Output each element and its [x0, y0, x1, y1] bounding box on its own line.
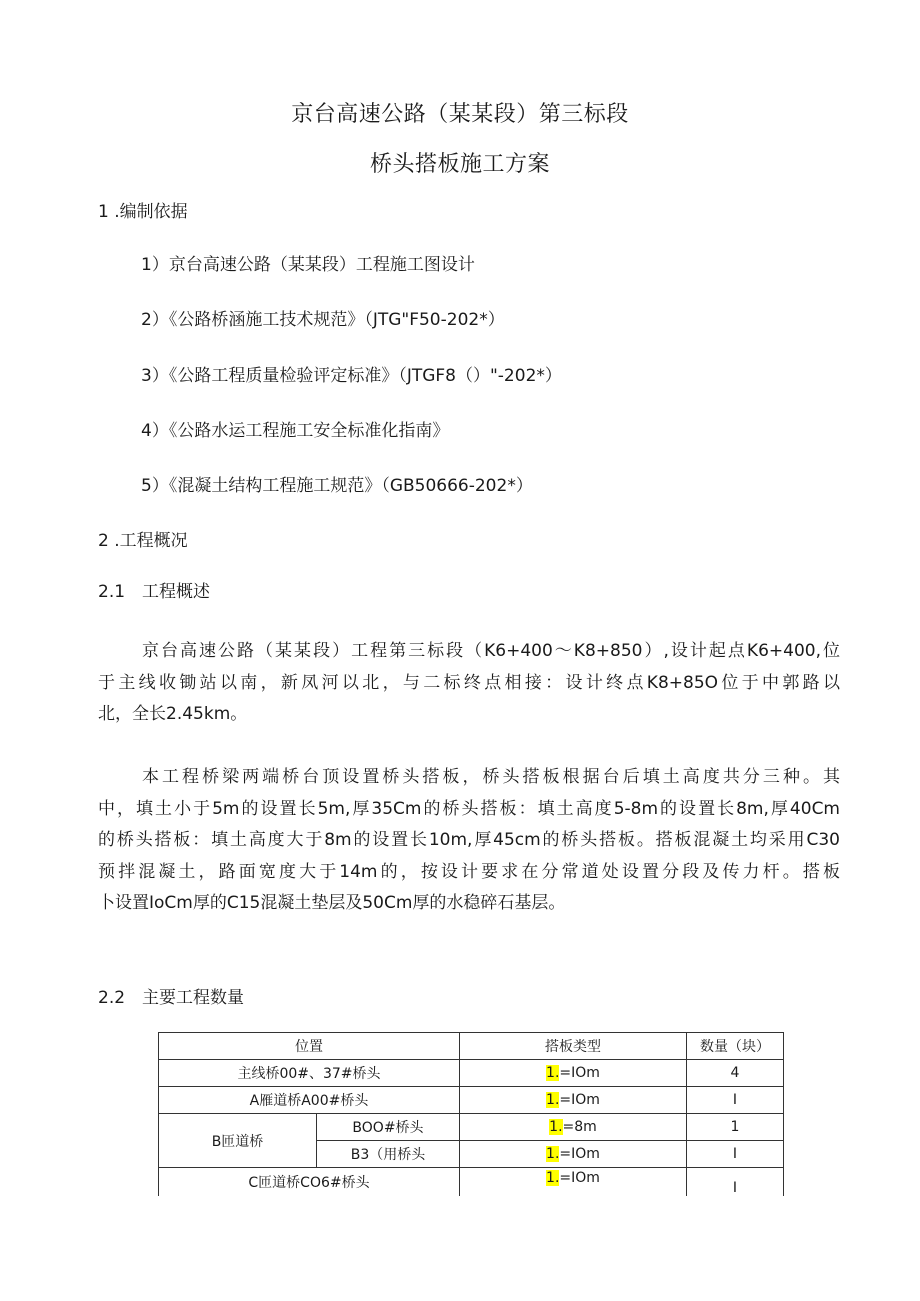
cell-location: A雁道桥A00#桥头	[159, 1087, 460, 1114]
header-count: 数量（块）	[687, 1033, 784, 1060]
highlight-mark: 1.	[546, 1146, 560, 1162]
section-1-heading: 1 .编制依据	[98, 202, 188, 222]
reference-item-5: 5）《混凝土结构工程施工规范》（GB50666-202*）	[141, 476, 533, 496]
type-value: =IOm	[559, 1170, 600, 1186]
cell-location: B3（用桥头	[317, 1141, 460, 1168]
cell-count: 1	[687, 1114, 784, 1141]
paragraph-line: 北，全长2.45km。	[98, 704, 248, 724]
paragraph-line: 卜设置IoCm厚的C15混凝土垫层及50Cm厚的水稳碎石基层。	[98, 893, 566, 913]
highlight-mark: 1.	[546, 1065, 560, 1081]
type-value: =IOm	[559, 1092, 600, 1108]
cell-count: I	[687, 1087, 784, 1114]
overview-paragraph-2	[98, 762, 840, 920]
cell-location: C匝道桥CO6#桥头	[159, 1168, 460, 1197]
table-row	[159, 1087, 784, 1114]
paragraph-line: 的桥头搭板：填土高度大于8m的设置长10m,厚45cm的桥头搭板。搭板混凝土均采用C30	[98, 830, 840, 850]
highlight-mark: 1.	[546, 1092, 560, 1108]
table-row	[159, 1060, 784, 1087]
table-header-row	[159, 1033, 784, 1060]
highlight-mark: 1.	[549, 1119, 563, 1135]
cell-type	[460, 1114, 687, 1141]
cell-location: BOO#桥头	[317, 1114, 460, 1141]
header-location: 位置	[159, 1033, 460, 1060]
cell-type	[460, 1168, 687, 1197]
reference-item-2: 2）《公路桥涵施工技术规范》（JTG"F50-202*）	[141, 310, 505, 330]
cell-type	[460, 1141, 687, 1168]
table-row	[159, 1168, 784, 1197]
quantity-table	[158, 1032, 784, 1196]
reference-item-1: 1）京台高速公路（某某段）工程施工图设计	[141, 255, 475, 275]
paragraph-line: 中，填土小于5m的设置长5m,厚35Cm的桥头搭板：填土高度5-8m的设置长8m,厚40Cm	[98, 798, 840, 819]
cell-location: 主线桥00#、37#桥头	[159, 1060, 460, 1087]
table-row	[159, 1114, 784, 1141]
cell-count: I	[687, 1168, 784, 1197]
cell-count: I	[687, 1141, 784, 1168]
paragraph-line: 预拌混凝土，路面宽度大于14m的，按设计要求在分常道处设置分段及传力杆。搭板	[98, 861, 840, 882]
type-value: =8m	[562, 1119, 597, 1135]
paragraph-line: 于主线收锄站以南，新凤河以北，与二标终点相接：设计终点K8+85O位于中郭路以	[98, 672, 840, 693]
overview-paragraph-1	[98, 636, 840, 731]
cell-type	[460, 1087, 687, 1114]
cell-count: 4	[687, 1060, 784, 1087]
type-value: =IOm	[559, 1065, 600, 1081]
paragraph-line: 京台高速公路（某某段）工程第三标段（K6+400～K8+850）,设计起点K6+400,位	[142, 641, 840, 661]
section-2-heading: 2 .工程概况	[98, 531, 188, 551]
cell-group: B匝道桥	[159, 1114, 317, 1168]
highlight-mark: 1.	[546, 1170, 560, 1186]
header-type: 搭板类型	[460, 1033, 687, 1060]
reference-item-3: 3）《公路工程质量检验评定标准》（JTGF8（）"-202*）	[141, 366, 562, 386]
paragraph-line: 本工程桥梁两端桥台顶设置桥头搭板，桥头搭板根据台后填土高度共分三种。其	[142, 767, 840, 787]
section-2-2-heading: 2.2 主要工程数量	[98, 988, 245, 1008]
cell-type	[460, 1060, 687, 1087]
type-value: =IOm	[559, 1146, 600, 1162]
reference-item-4: 4）《公路水运工程施工安全标准化指南》	[141, 421, 450, 441]
section-2-1-heading: 2.1 工程概述	[98, 582, 211, 602]
document-subtitle: 桥头搭板施工方案	[369, 152, 550, 177]
document-title: 京台高速公路（某某段）第三标段	[291, 102, 629, 127]
